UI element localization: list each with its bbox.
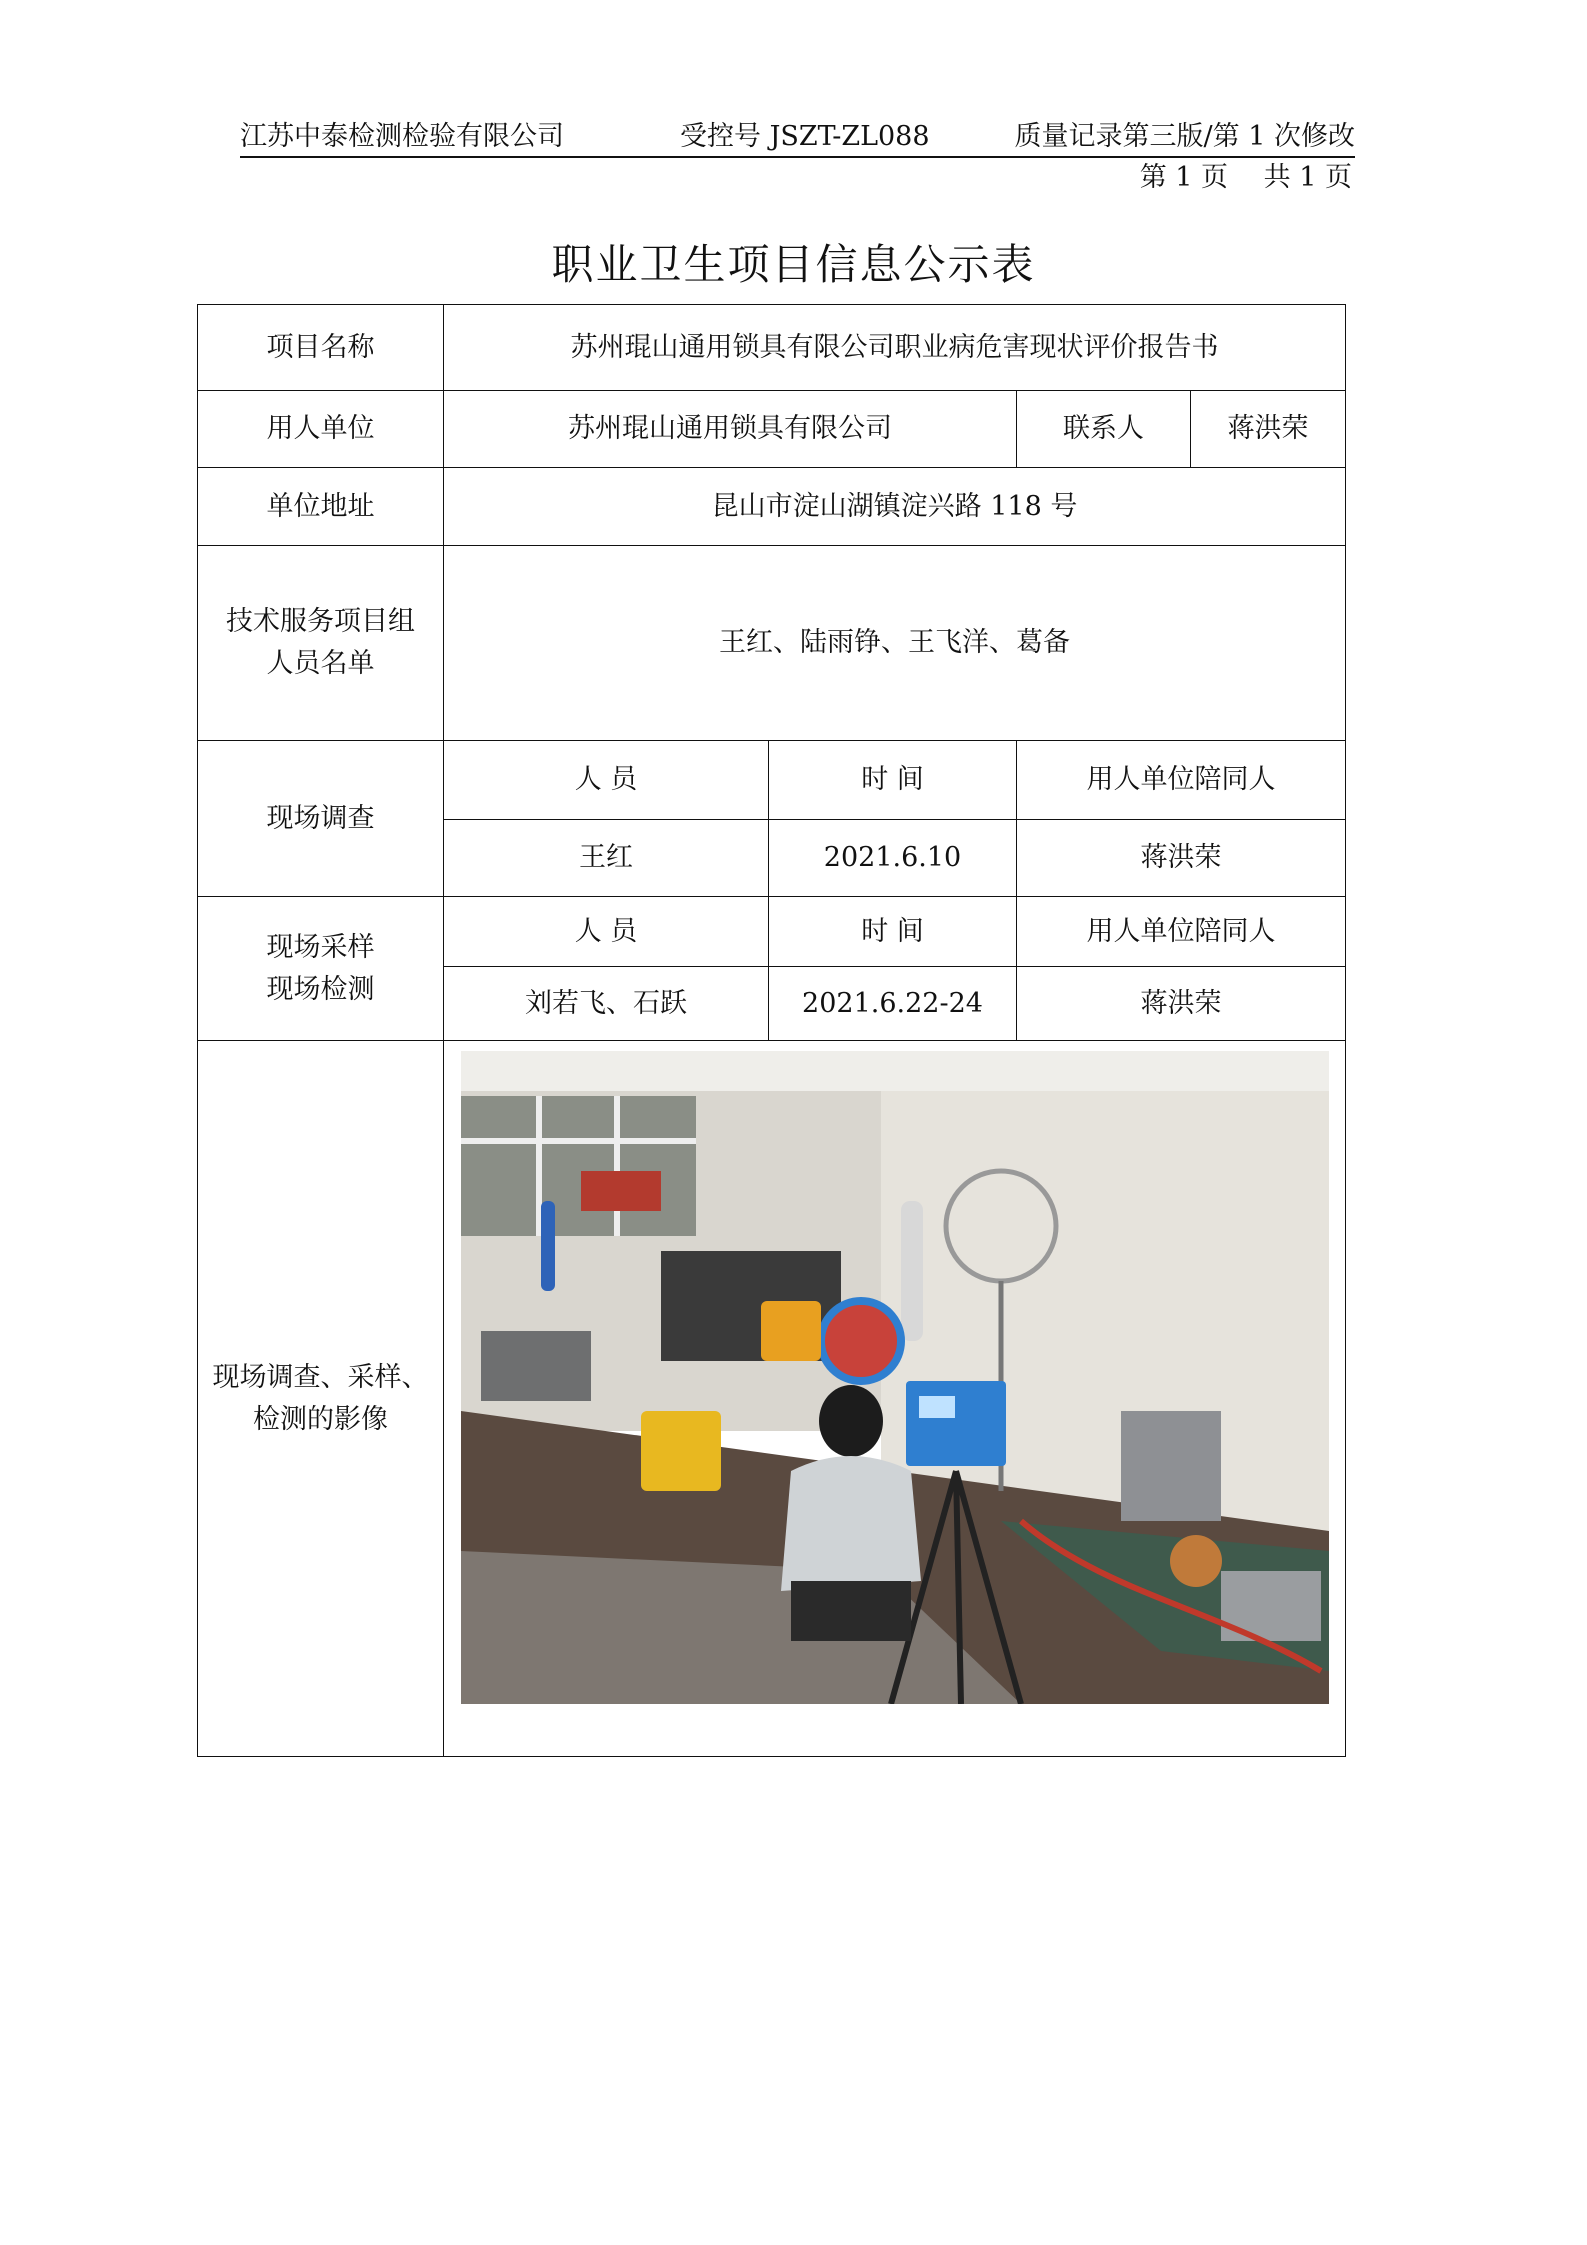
team-row [198, 546, 1346, 741]
survey-person: 王红 [444, 820, 769, 897]
photo-red-fan [821, 1301, 901, 1381]
sampling-escort: 蒋洪荣 [1017, 967, 1346, 1041]
survey-header-escort: 用人单位陪同人 [1017, 741, 1346, 820]
photo-worker-head [819, 1385, 883, 1457]
survey-time: 2021.6.10 [769, 820, 1017, 897]
sampling-label [198, 897, 444, 1041]
photo-worker-body [781, 1456, 921, 1591]
survey-header-row [198, 741, 1346, 820]
employer-value: 苏州琨山通用锁具有限公司 [444, 391, 1017, 468]
sampling-header-escort: 用人单位陪同人 [1017, 897, 1346, 967]
team-label [198, 546, 444, 741]
sampling-person: 刘若飞、石跃 [444, 967, 769, 1041]
photo-metal-racks [481, 1331, 591, 1401]
contact-label: 联系人 [1017, 391, 1191, 468]
record-version: 质量记录第三版/第 1 次修改 [1014, 121, 1355, 152]
image-row [198, 1041, 1346, 1757]
photo-welding-machine [1121, 1411, 1221, 1521]
image-label-line-1: 现场调查、采样、 [212, 1361, 429, 1393]
survey-label: 现场调查 [198, 741, 444, 897]
project-name-row [198, 305, 1346, 391]
contact-value: 蒋洪荣 [1191, 391, 1346, 468]
photo-worker-legs [791, 1581, 911, 1641]
project-name-label: 项目名称 [198, 305, 444, 391]
survey-header-person: 人 员 [444, 741, 769, 820]
photo-wire-spool [1170, 1535, 1222, 1587]
photo-gas-cylinder [901, 1201, 923, 1341]
project-name-value: 苏州琨山通用锁具有限公司职业病危害现状评价报告书 [444, 305, 1346, 391]
team-label-line-1: 技术服务项目组 [226, 606, 415, 637]
page-title: 职业卫生项目信息公示表 [551, 240, 1036, 289]
page-number: 第 1 页 共 1 页 [1139, 162, 1352, 193]
address-label: 单位地址 [198, 468, 444, 546]
photo-window [461, 1096, 696, 1236]
document-header [240, 110, 1355, 158]
info-table [197, 304, 1346, 1757]
photo-sampler-device [906, 1381, 1006, 1466]
sampling-header-row [198, 897, 1346, 967]
photo-red-vehicle [581, 1171, 661, 1211]
photo-yellow-machine [641, 1411, 721, 1491]
image-cell [444, 1041, 1346, 1757]
photo-ceiling [461, 1051, 1329, 1091]
image-label [198, 1041, 444, 1757]
employer-label: 用人单位 [198, 391, 444, 468]
survey-header-time: 时 间 [769, 741, 1017, 820]
address-value: 昆山市淀山湖镇淀兴路 118 号 [444, 468, 1346, 546]
photo-orange-unit [761, 1301, 821, 1361]
team-label-line-2: 人员名单 [266, 648, 375, 679]
sampling-time: 2021.6.22-24 [769, 967, 1017, 1041]
employer-row [198, 391, 1346, 468]
sampling-label-line-2: 现场检测 [266, 973, 375, 1005]
sampling-header-person: 人 员 [444, 897, 769, 967]
sampling-label-line-1: 现场采样 [266, 931, 375, 963]
control-number: 受控号 JSZT-ZL088 [680, 121, 930, 152]
sampling-header-time: 时 间 [769, 897, 1017, 967]
site-photo [461, 1051, 1329, 1704]
company-name: 江苏中泰检测检验有限公司 [240, 121, 564, 152]
address-row [198, 468, 1346, 546]
team-value: 王红、陆雨铮、王飞洋、葛备 [444, 546, 1346, 741]
image-label-line-2: 检测的影像 [253, 1403, 388, 1435]
survey-escort: 蒋洪荣 [1017, 820, 1346, 897]
photo-blue-cylinder-left [541, 1201, 555, 1291]
